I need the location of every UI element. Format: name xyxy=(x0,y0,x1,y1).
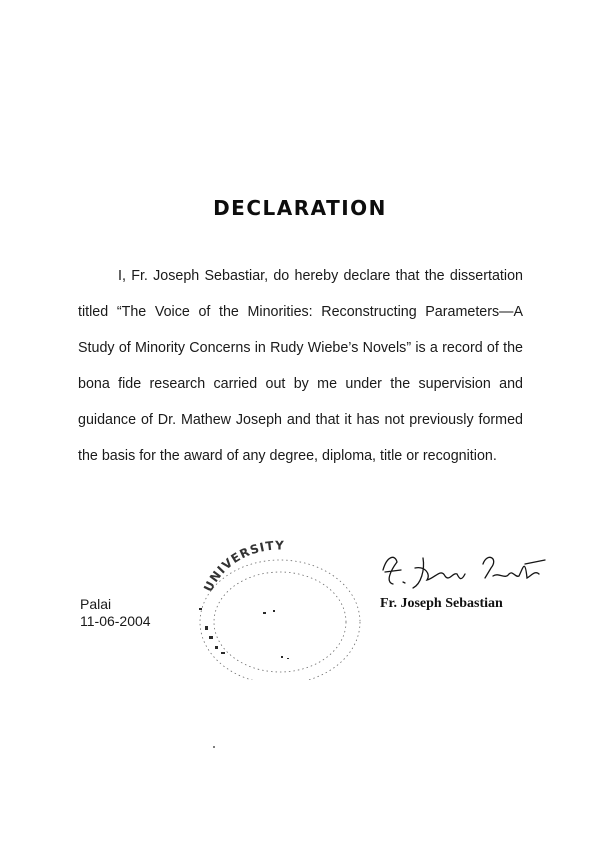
scan-speck xyxy=(213,746,215,748)
seal-text-path: UNIVERSITY xyxy=(201,540,285,595)
university-seal xyxy=(185,540,375,680)
signer-name: Fr. Joseph Sebastian xyxy=(380,596,503,611)
declaration-title: DECLARATION xyxy=(213,196,387,220)
date: 11-06-2004 xyxy=(80,613,151,629)
signature xyxy=(375,548,555,594)
place: Palai xyxy=(80,596,112,612)
declaration-body: I, Fr. Joseph Sebastiar, do hereby declare that the dissertation titled “The Voice of the Minorities: Reconstructing Parameters—A Study of Minority Concerns in Rudy Wiebe’s Novels” is a record of the bona fide research carried out by me under the supervision and guidance of Dr. Mathew Joseph and that it has not previously formed the basis for the award of any degree, diploma, title or recognition. xyxy=(78,268,523,464)
